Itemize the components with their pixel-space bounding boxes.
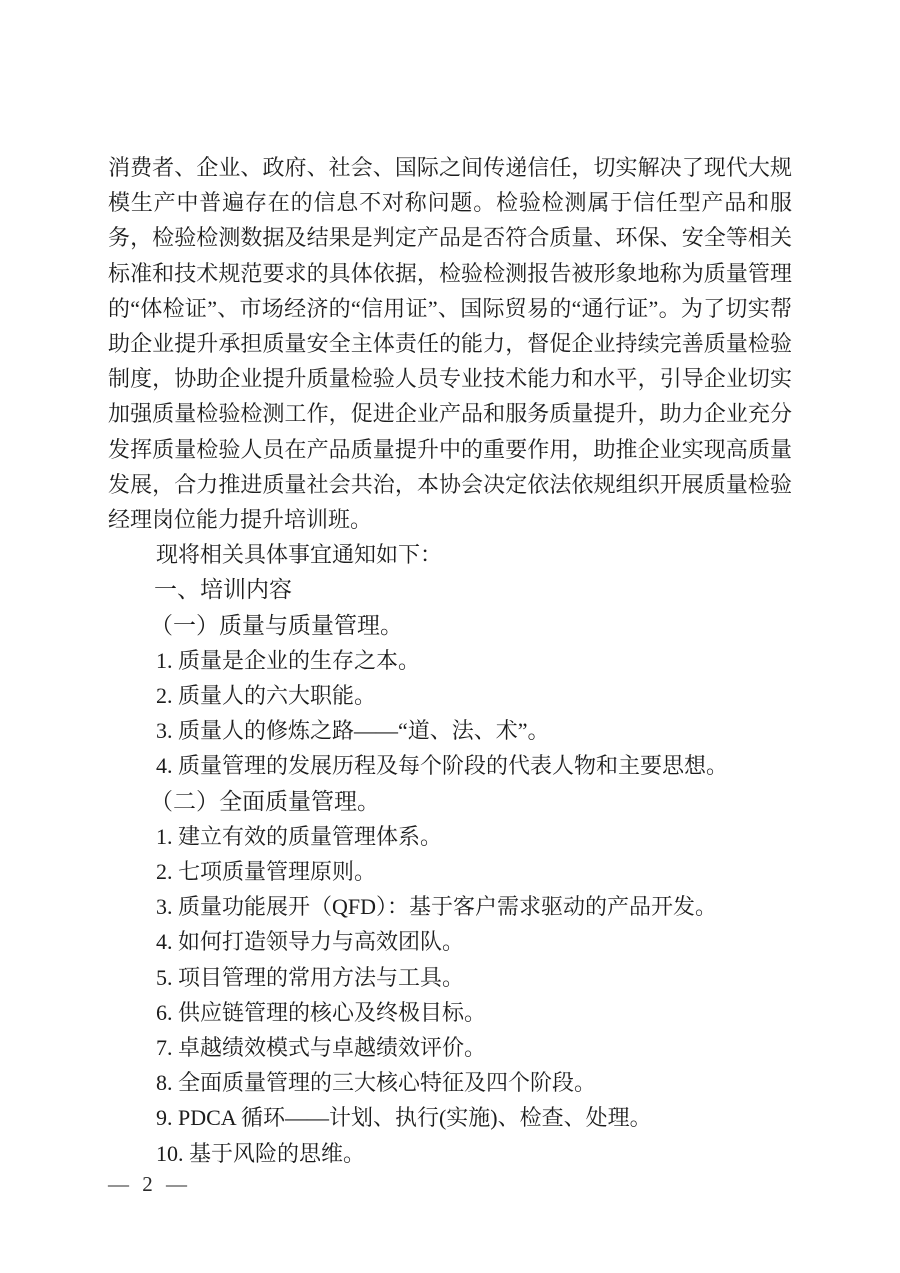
list-item-quality-2: 2. 质量人的六大职能。 bbox=[156, 683, 377, 709]
list-item-tqm-1: 1. 建立有效的质量管理体系。 bbox=[156, 823, 443, 849]
list-item-tqm-7: 7. 卓越绩效模式与卓越绩效评价。 bbox=[156, 1035, 487, 1061]
list-item-tqm-10: 10. 基于风险的思维。 bbox=[156, 1140, 366, 1166]
document-body bbox=[108, 150, 792, 1171]
list-item-tqm-9: 9. PDCA 循环——计划、执行(实施)、检查、处理。 bbox=[156, 1105, 652, 1131]
list-item-tqm-4: 4. 如何打造领导力与高效团队。 bbox=[156, 929, 465, 955]
list-item-quality-3: 3. 质量人的修炼之路——“道、法、术”。 bbox=[156, 718, 550, 744]
list-item-tqm-8: 8. 全面质量管理的三大核心特征及四个阶段。 bbox=[156, 1070, 597, 1096]
list-item-tqm-2: 2. 七项质量管理原则。 bbox=[156, 859, 377, 885]
subsection-heading-quality-and-quality-management: （一）质量与质量管理。 bbox=[150, 612, 403, 638]
list-item-tqm-6: 6. 供应链管理的核心及终极目标。 bbox=[156, 999, 487, 1025]
list-item-tqm-5: 5. 项目管理的常用方法与工具。 bbox=[156, 964, 465, 990]
notice-intro-line: 现将相关具体事宜通知如下： bbox=[156, 542, 443, 568]
subsection-heading-total-quality-management: （二）全面质量管理。 bbox=[150, 788, 380, 814]
list-item-quality-4: 4. 质量管理的发展历程及每个阶段的代表人物和主要思想。 bbox=[156, 753, 729, 779]
list-item-quality-1: 1. 质量是企业的生存之本。 bbox=[156, 647, 421, 673]
page-number: — 2 — bbox=[108, 1172, 191, 1196]
list-item-tqm-3: 3. 质量功能展开（QFD）：基于客户需求驱动的产品开发。 bbox=[156, 894, 718, 920]
section-heading-training-content: 一、培训内容 bbox=[154, 576, 292, 603]
continuation-paragraph: 消费者、企业、政府、社会、国际之间传递信任，切实解决了现代大规模生产中普遍存在的信息不对称问题。检验检测属于信任型产品和服务，检验检测数据及结果是判定产品是否符合质量、环保、安全等相关标准和技术规范要求的具体依据，检验检测报告被形象地称为质量管理的“体检证”、市场经济的“信用证”、国际贸易的“通行证”。为了切实帮助企业提升承担质量安全主体责任的能力，督促企业持续完善质量检验制度，协助企业提升质量检验人员专业技术能力和水平，引导企业切实加强质量检验检测工作，促进企业产品和服务质量提升，助力企业充分发挥质量检验人员在产品质量提升中的重要作用，助推企业实现高质量发展，合力推进质量社会共治，本协会决定依法依规组织开展质量检验经理岗位能力提升培训班。 bbox=[108, 155, 792, 533]
